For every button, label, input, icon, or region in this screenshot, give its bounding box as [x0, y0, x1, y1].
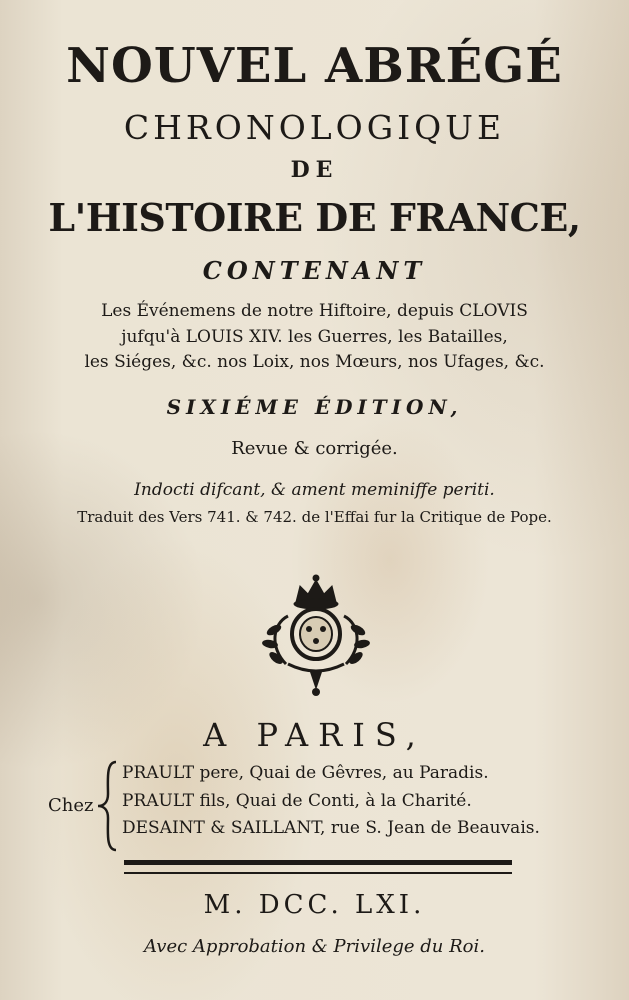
printer-line-1: PRAULT pere, Quai de Gêvres, au Paradis. — [122, 763, 489, 783]
divider-thin — [124, 872, 512, 874]
description-line-3: les Siéges, &c. nos Loix, nos Mœurs, nos Ufages, &c. — [84, 352, 545, 372]
printer-line-3: DESAINT & SAILLANT, rue S. Jean de Beauvais. — [122, 818, 540, 838]
place-of-publication: A PARIS, — [203, 716, 426, 754]
title-line-4: L'HISTOIRE DE FRANCE, — [48, 195, 581, 240]
title-line-1: NOUVEL ABRÉGÉ — [66, 38, 563, 94]
edition-statement: SIXIÉME ÉDITION, — [166, 395, 463, 419]
publication-date: M. DCC. LXI. — [203, 890, 426, 920]
title-line-5: CONTENANT — [202, 256, 427, 285]
description-line-2: jufqu'à LOUIS XIV. les Guerres, les Batailles, — [121, 327, 508, 347]
revision-note: Revue & corrigée. — [231, 438, 398, 459]
epigraph-source: Traduit des Vers 741. & 742. de l'Effai fur la Critique de Pope. — [77, 508, 552, 526]
description-line-1: Les Événemens de notre Hiftoire, depuis CLOVIS — [101, 301, 528, 321]
approbation-note: Avec Approbation & Privilege du Roi. — [144, 936, 485, 957]
title-line-3: DE — [290, 157, 339, 183]
epigraph-quote: Indocti difcant, & ament meminiffe periti. — [134, 480, 495, 500]
divider-thick — [124, 860, 512, 865]
royal-crest-icon — [258, 572, 374, 698]
printer-line-2: PRAULT fils, Quai de Conti, à la Charité. — [122, 791, 472, 811]
chez-label: Chez — [48, 795, 94, 816]
curly-brace-icon — [96, 760, 120, 852]
title-line-2: CHRONOLOGIQUE — [123, 108, 506, 147]
